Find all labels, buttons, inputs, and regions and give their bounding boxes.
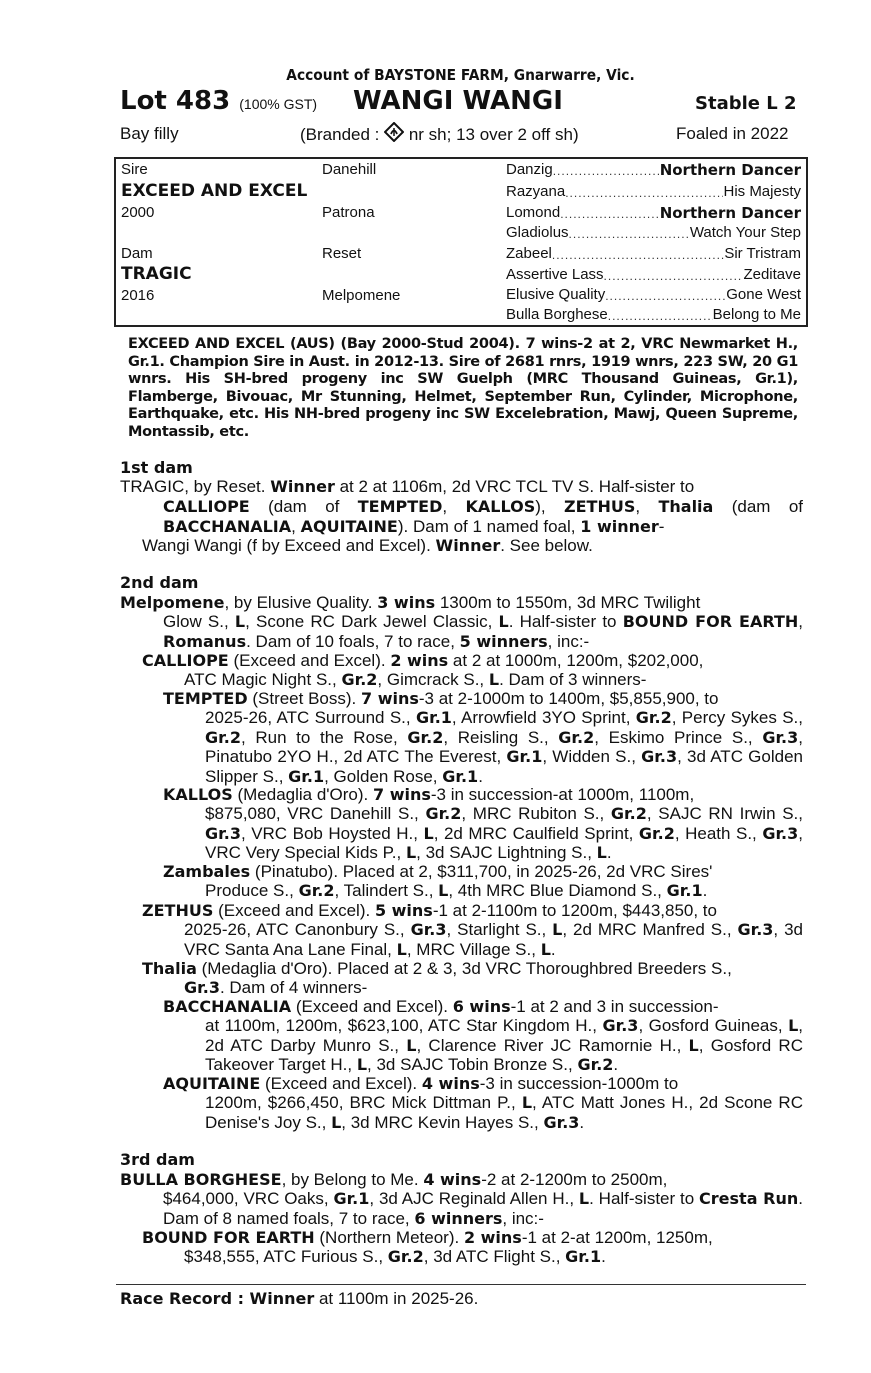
race-record-label: Race Record : Winner bbox=[120, 1289, 315, 1308]
section-heading-3rd-dam: 3rd dam bbox=[120, 1150, 195, 1169]
progeny-zethus-cont: 2025-26, ATC Canonbury S., Gr.3, Starlight S., L, 2d MRC Manfred S., Gr.3, 3d VRC Santa Ana Lane Final, L, MRC Village S., L. bbox=[184, 920, 803, 959]
progeny-kallos-cont: $875,080, VRC Danehill S., Gr.2, MRC Rubiton S., Gr.2, SAJC RN Irwin S., Gr.3, VRC Bob Hoysted H., L, 2d MRC Caulfield Sprint, Gr.2, Heath S., Gr.3, VRC Very Special Kids P., L, 3d SAJC Lightning S., L. bbox=[205, 804, 803, 863]
gp-left: Zabeel bbox=[506, 245, 552, 262]
section-heading-1st-dam: 1st dam bbox=[120, 458, 193, 477]
first-dam-paragraph-cont: CALLIOPE (dam of TEMPTED, KALLOS), ZETHUS, Thalia (dam of BACCHANALIA, AQUITAINE). Dam of 1 named foal, 1 winner- bbox=[163, 497, 803, 536]
stable-number: Stable L 2 bbox=[695, 93, 797, 114]
gp-left: Razyana bbox=[506, 183, 566, 200]
gp-right: Watch Your Step bbox=[689, 224, 801, 241]
dam-year: 2016 bbox=[121, 287, 155, 304]
gp-row bbox=[506, 245, 801, 265]
brand-suffix: nr sh; 13 over 2 off sh) bbox=[404, 125, 579, 144]
progeny-bound-for-earth: BOUND FOR EARTH (Northern Meteor). 2 wins-1 at 2-at 1200m, 1250m, bbox=[142, 1228, 713, 1247]
gp-row bbox=[506, 161, 801, 181]
account-line: Account of BAYSTONE FARM, Gnarwarre, Vic. bbox=[286, 66, 635, 84]
gp-right: His Majesty bbox=[723, 183, 801, 200]
progeny-zambales-cont: Produce S., Gr.2, Talindert S., L, 4th MRC Blue Diamond S., Gr.1. bbox=[205, 881, 708, 900]
sire-label: Sire bbox=[121, 161, 148, 178]
gp-right: Northern Dancer bbox=[659, 161, 801, 179]
progeny-kallos: KALLOS (Medaglia d'Oro). 7 wins-3 in succession-at 1000m, 1100m, bbox=[163, 785, 695, 804]
progeny-aquitaine-cont: 1200m, $266,450, BRC Mick Dittman P., L, ATC Matt Jones H., 2d Scone RC Denise's Joy S., L, 3d MRC Kevin Hayes S., Gr.3. bbox=[205, 1093, 803, 1132]
gp-row bbox=[506, 224, 801, 244]
progeny-thalia: Thalia (Medaglia d'Oro). Placed at 2 & 3, 3d VRC Thoroughbred Breeders S., bbox=[142, 959, 732, 978]
dam-sire: Reset bbox=[322, 245, 362, 262]
horse-sex: Bay filly bbox=[120, 124, 179, 143]
brand-diamond-icon bbox=[384, 122, 404, 142]
gp-right: Zeditave bbox=[743, 266, 801, 283]
sire-name: EXCEED AND EXCEL bbox=[121, 181, 308, 201]
dam-name: TRAGIC bbox=[121, 264, 192, 284]
sire-summary: EXCEED AND EXCEL (AUS) (Bay 2000-Stud 2004). 7 wins-2 at 2, VRC Newmarket H., Gr.1. Champion Sire in Aust. in 2012-13. Sire of 2681 rnrs, 1919 wnrs, 223 SW, 20 G1 wnrs. His SH-bred progeny inc SW Guelph (MRC Thousand Guineas, Gr.1), Flamberge, Bivouac, Mr Stunning, Helmet, September Run, Cylinder, Microphone, Earthquake, etc. His NH-bred progeny inc SW Excelebration, Mawj, Queen Supreme, Montassib, etc. bbox=[128, 336, 798, 440]
race-record bbox=[120, 1289, 478, 1309]
progeny-zethus: ZETHUS (Exceed and Excel). 5 wins-1 at 2-1100m to 1200m, $443,850, to bbox=[142, 901, 717, 920]
second-dam-paragraph-cont: Glow S., L, Scone RC Dark Jewel Classic, L. Half-sister to BOUND FOR EARTH, Romanus. Dam of 10 foals, 7 to race, 5 winners, inc:- bbox=[163, 612, 804, 651]
brand-prefix: (Branded : bbox=[300, 125, 385, 144]
progeny-bound-for-earth-cont: $348,555, ATC Furious S., Gr.2, 3d ATC Flight S., Gr.1. bbox=[184, 1247, 606, 1266]
gp-row bbox=[506, 306, 801, 326]
gp-right: Belong to Me bbox=[712, 306, 801, 323]
dam-dam: Melpomene bbox=[322, 287, 401, 304]
horse-name: WANGI WANGI bbox=[353, 86, 563, 116]
lot-number bbox=[120, 86, 317, 116]
third-dam-paragraph-cont: $464,000, VRC Oaks, Gr.1, 3d AJC Reginald Allen H., L. Half-sister to Cresta Run. Dam of 8 named foals, 7 to race, 6 winners, inc:- bbox=[163, 1189, 804, 1228]
gp-left: Assertive Lass bbox=[506, 266, 604, 283]
lot-label: Lot 483 bbox=[120, 86, 231, 116]
pedigree-table bbox=[114, 157, 808, 327]
progeny-tempted: TEMPTED (Street Boss). 7 wins-3 at 2-1000m to 1400m, $5,855,900, to bbox=[163, 689, 719, 708]
gp-left: Lomond bbox=[506, 204, 561, 221]
second-dam-paragraph: Melpomene, by Elusive Quality. 3 wins 1300m to 1550m, 3d MRC Twilight bbox=[120, 593, 701, 612]
gp-right: Sir Tristram bbox=[724, 245, 801, 262]
progeny-calliope-cont: ATC Magic Night S., Gr.2, Gimcrack S., L. Dam of 3 winners- bbox=[184, 670, 647, 689]
brand-description bbox=[300, 122, 579, 145]
divider-line bbox=[116, 1284, 806, 1285]
gp-right: Gone West bbox=[726, 286, 801, 303]
gp-row bbox=[506, 266, 801, 286]
gp-right: Northern Dancer bbox=[659, 204, 801, 222]
gp-left: Danzig bbox=[506, 161, 553, 178]
progeny-bacchanalia: BACCHANALIA (Exceed and Excel). 6 wins-1 at 2 and 3 in succession- bbox=[163, 997, 719, 1016]
gp-row bbox=[506, 183, 801, 203]
progeny-tempted-cont: 2025-26, ATC Surround S., Gr.1, Arrowfield 3YO Sprint, Gr.2, Percy Sykes S., Gr.2, Run to the Rose, Gr.2, Reisling S., Gr.2, Eskimo Prince S., Gr.3, Pinatubo 2YO H., 2d ATC The Everest, Gr.1, Widden S., Gr.3, 3d ATC Golden Slipper S., Gr.1, Golden Rose, Gr.1. bbox=[205, 708, 804, 786]
gp-left: Bulla Borghese bbox=[506, 306, 608, 323]
progeny-bacchanalia-cont: at 1100m, 1200m, $623,100, ATC Star Kingdom H., Gr.3, Gosford Guineas, L, 2d ATC Darby Munro S., L, Clarence River JC Ramornie H., L, Gosford RC Takeover Target H., L, 3d SAJC Tobin Bronze S., Gr.2. bbox=[205, 1016, 804, 1075]
third-dam-paragraph: BULLA BORGHESE, by Belong to Me. 4 wins-2 at 2-1200m to 2500m, bbox=[120, 1170, 668, 1189]
first-dam-paragraph: TRAGIC, by Reset. Winner at 2 at 1106m, 2d VRC TCL TV S. Half-sister to bbox=[120, 477, 695, 496]
gp-left: Elusive Quality bbox=[506, 286, 606, 303]
progeny-zambales: Zambales (Pinatubo). Placed at 2, $311,700, in 2025-26, 2d VRC Sires' bbox=[163, 862, 713, 881]
first-dam-foal: Wangi Wangi (f by Exceed and Excel). Winner. See below. bbox=[142, 536, 593, 555]
gst-note: (100% GST) bbox=[239, 96, 318, 112]
gp-row bbox=[506, 286, 801, 306]
progeny-thalia-cont: Gr.3. Dam of 4 winners- bbox=[184, 978, 368, 997]
sire-sire: Danehill bbox=[322, 161, 377, 178]
foaled-year: Foaled in 2022 bbox=[676, 124, 789, 143]
section-heading-2nd-dam: 2nd dam bbox=[120, 573, 199, 592]
sire-dam: Patrona bbox=[322, 204, 375, 221]
progeny-aquitaine: AQUITAINE (Exceed and Excel). 4 wins-3 in succession-1000m to bbox=[163, 1074, 679, 1093]
gp-left: Gladiolus bbox=[506, 224, 569, 241]
progeny-calliope: CALLIOPE (Exceed and Excel). 2 wins at 2 at 1000m, 1200m, $202,000, bbox=[142, 651, 704, 670]
sire-year: 2000 bbox=[121, 204, 155, 221]
race-record-text: at 1100m in 2025-26. bbox=[314, 1289, 479, 1308]
dam-label: Dam bbox=[121, 245, 153, 262]
gp-row bbox=[506, 204, 801, 224]
